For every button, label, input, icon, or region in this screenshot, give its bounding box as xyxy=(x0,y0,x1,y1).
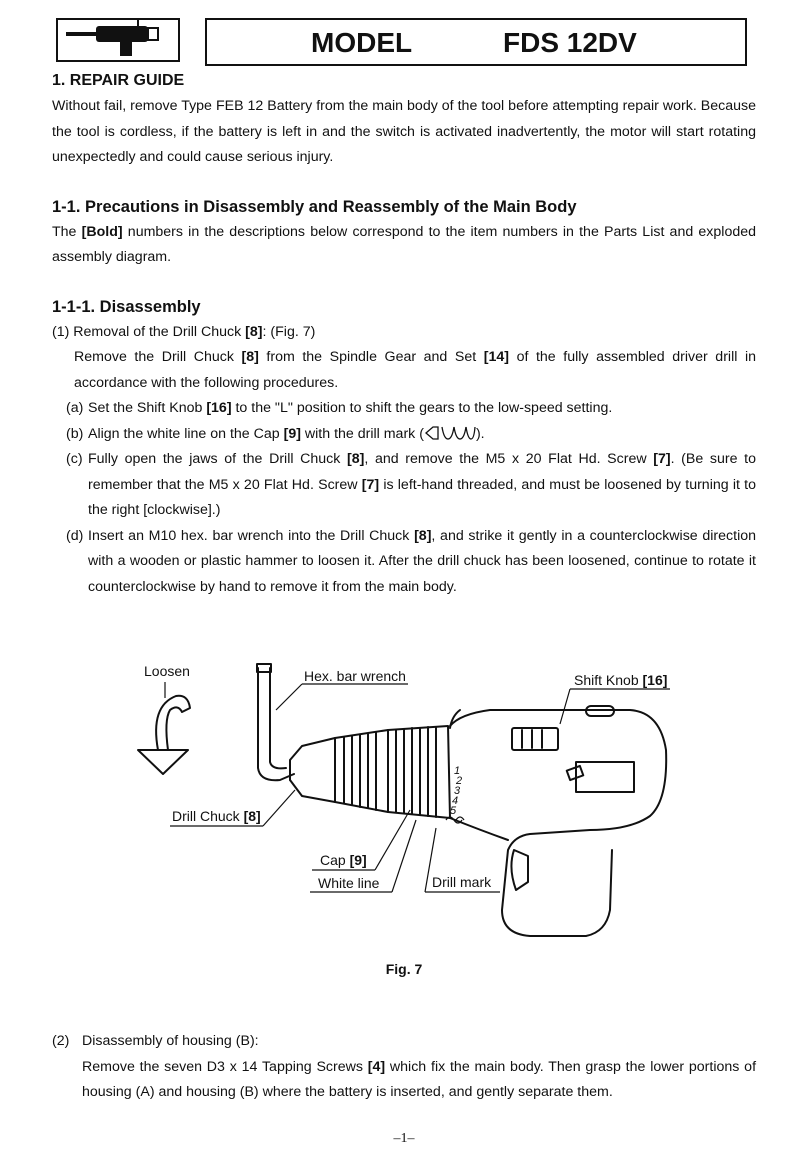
step-1-description: Remove the Drill Chuck [8] from the Spindle Gear and Set [14] of the fully assembled driver drill in accordance with the following procedures. xyxy=(74,349,756,391)
drill-chuck-icon xyxy=(290,738,335,802)
drill-mark-icon xyxy=(424,425,476,441)
shift-knob-icon xyxy=(512,728,558,750)
label-white-line: White line xyxy=(318,875,380,891)
speed-mark: 2 xyxy=(456,775,463,787)
section-title-disassembly: 1-1-1. Disassembly xyxy=(52,297,201,316)
hex-wrench-icon xyxy=(258,668,294,780)
label-drill-chuck: Drill Chuck [8] xyxy=(172,808,261,824)
model-label: MODEL xyxy=(311,27,413,58)
figure-caption: Fig. 7 xyxy=(385,961,423,977)
section-title-repair-guide: 1. REPAIR GUIDE xyxy=(52,72,185,89)
page-number: –1– xyxy=(393,1131,415,1146)
label-cap: Cap [9] xyxy=(320,852,367,868)
model-value: FDS 12DV xyxy=(503,27,637,58)
model-header xyxy=(205,18,747,66)
label-loosen: Loosen xyxy=(144,663,190,679)
drill-icon xyxy=(58,20,178,60)
step-b: (b) Align the white line on the Cap [9] with the drill mark ( ). xyxy=(66,425,485,442)
speed-mark: 5 xyxy=(450,805,457,817)
step-c: (c) Fully open the jaws of the Drill Chuck [8], and remove the M5 x 20 Flat Hd. Screw [7]. (Be sure to remember that the M5 x 20 Flat Hd. Screw [7] is left-hand threaded, and must be loosened by turning it to the right [clockwise].) xyxy=(66,451,756,518)
section-title-precautions: 1-1. Precautions in Disassembly and Reassembly of the Main Body xyxy=(52,197,577,216)
label-drill-mark: Drill mark xyxy=(432,874,492,890)
step-d: (d) Insert an M10 hex. bar wrench into the Drill Chuck [8], and strike it gently in a counterclockwise direction with a wooden or plastic hammer to loosen it. After the drill chuck has been loosened, continue to rotate it counterclockwise by hand to remove it from the main body. xyxy=(66,527,756,595)
figure-7-drill-diagram xyxy=(130,650,690,950)
section-2-title: Disassembly of housing (B): xyxy=(82,1033,259,1049)
speed-mark: 1 xyxy=(454,765,461,777)
intro-paragraph: Without fail, remove Type FEB 12 Battery from the main body of the tool before attempting repair work. Because the tool is cordless, if the battery is left in and the switch is activated inadvertently, the motor will start rotating unexpectedly and could cause serious injury. xyxy=(52,98,756,165)
logo-box xyxy=(56,18,180,62)
section-2-paragraph: Remove the seven D3 x 14 Tapping Screws [4] which fix the main body. Then grasp the lower portions of housing (A) and housing (B) where the battery is inserted, and gently separate them. xyxy=(82,1058,757,1100)
precautions-paragraph: The [Bold] numbers in the descriptions below correspond to the item numbers in the Parts List and exploded assembly diagram. xyxy=(52,223,757,265)
loosen-arrow-icon xyxy=(156,696,190,750)
section-2 xyxy=(52,1029,756,1106)
step-a: (a) Set the Shift Knob [16] to the "L" position to shift the gears to the low-speed setting. xyxy=(66,400,613,416)
speed-mark: 3 xyxy=(454,785,461,797)
label-hex-wrench: Hex. bar wrench xyxy=(304,668,406,684)
label-shift-knob: Shift Knob [16] xyxy=(574,672,668,688)
speed-mark: 4 xyxy=(452,795,459,807)
main-content xyxy=(52,70,756,600)
section-2-number: (2) xyxy=(52,1033,70,1049)
step-1-title: (1) Removal of the Drill Chuck [8]: (Fig. 7) xyxy=(52,323,316,340)
